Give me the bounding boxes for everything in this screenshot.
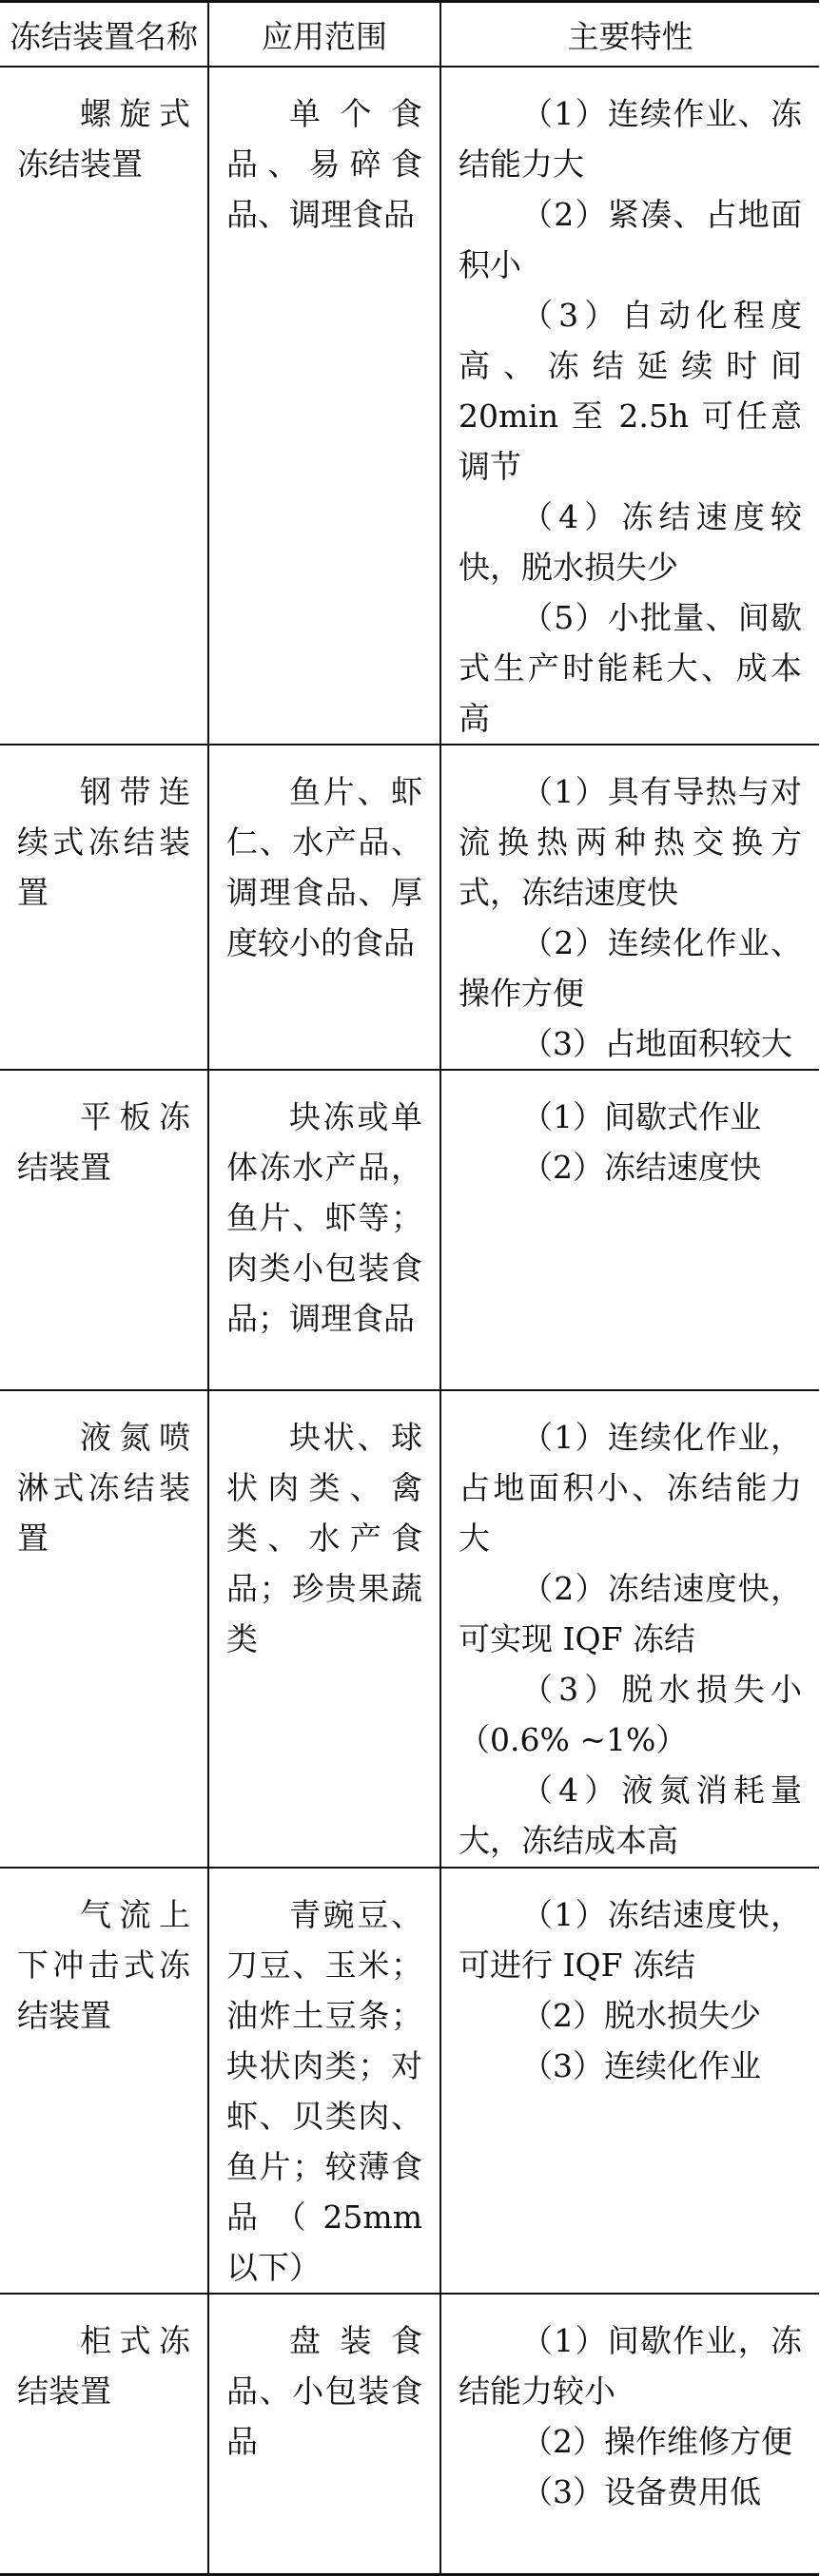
feature-item: （2）操作维修方便: [521, 2423, 792, 2460]
device-name: 平板冻结装置: [17, 1098, 190, 1186]
features-cell: [440, 1390, 819, 1868]
feature-item: （1）间歇式作业: [521, 1098, 761, 1135]
application-scope-cell: [208, 2294, 440, 2575]
table-row: [0, 1070, 819, 1390]
table-row: [0, 2294, 819, 2575]
table-row: [0, 67, 819, 745]
header-row: [0, 2, 819, 68]
table-row: [0, 745, 819, 1070]
feature-item: （1）冻结速度快，可进行 IQF 冻结: [459, 1896, 802, 1984]
application-scope: 块冻或单体冻水产品，鱼片、虾等；肉类小包装食品；调理食品: [226, 1098, 422, 1337]
application-scope: 单个食品、易碎食品、调理食品: [226, 95, 422, 233]
feature-item: （2）冻结速度快，可实现 IQF 冻结: [459, 1570, 802, 1657]
feature-item: （5）小批量、间歇式生产时能耗大、成本高: [459, 599, 802, 737]
table-row: [0, 1868, 819, 2294]
feature-item: （2）紧凑、占地面积小: [459, 196, 802, 283]
feature-item: （3）脱水损失小（0.6% ~1%）: [459, 1671, 802, 1758]
application-scope-cell: [208, 1390, 440, 1868]
header-application-scope: 应用范围: [208, 2, 440, 68]
application-scope: 青豌豆、刀豆、玉米；油炸土豆条；块状肉类；对虾、贝类肉、鱼片；较薄食品（25mm 以下）: [226, 1896, 422, 2286]
device-name: 柜式冻结装置: [17, 2322, 190, 2410]
feature-item: （1）连续化作业，占地面积小、冻结能力大: [459, 1419, 802, 1557]
application-scope-cell: [208, 745, 440, 1070]
device-name: 钢带连续式冻结装置: [17, 773, 190, 911]
feature-item: （4）液氮消耗量大，冻结成本高: [459, 1772, 802, 1859]
feature-item: （4）冻结速度较快，脱水损失少: [459, 498, 802, 586]
device-name: 液氮喷淋式冻结装置: [17, 1419, 190, 1557]
feature-item: （3）设备费用低: [521, 2473, 761, 2510]
device-name-cell: [0, 2294, 208, 2575]
feature-item: （3）占地面积较大: [521, 1025, 792, 1062]
features-cell: [440, 2294, 819, 2575]
feature-item: （1）间歇作业，冻结能力较小: [459, 2322, 802, 2410]
application-scope-cell: [208, 1868, 440, 2294]
device-name: 气流上下冲击式冻结装置: [17, 1896, 190, 2034]
feature-item: （3）连续化作业: [521, 2047, 761, 2084]
application-scope-cell: [208, 67, 440, 745]
device-name-cell: [0, 67, 208, 745]
application-scope: 鱼片、虾仁、水产品、调理食品、厚度较小的食品: [226, 773, 422, 961]
header-device-name: 冻结装置名称: [0, 2, 208, 68]
features-cell: [440, 67, 819, 745]
feature-item: （2）连续化作业、操作方便: [459, 924, 802, 1012]
device-name: 螺旋式冻结装置: [17, 95, 190, 183]
application-scope-cell: [208, 1070, 440, 1390]
device-name-cell: [0, 1070, 208, 1390]
device-name-cell: [0, 1390, 208, 1868]
features-cell: [440, 745, 819, 1070]
feature-item: （2）脱水损失少: [521, 1997, 761, 2034]
feature-item: （1）具有导热与对流换热两种热交换方式，冻结速度快: [459, 773, 802, 911]
features-cell: [440, 1070, 819, 1390]
table-row: [0, 1390, 819, 1868]
application-scope: 块状、球状肉类、禽类、水产食品；珍贵果蔬类: [226, 1419, 422, 1657]
feature-item: （2）冻结速度快: [521, 1149, 761, 1186]
application-scope: 盘装食品、小包装食品: [226, 2322, 422, 2460]
device-name-cell: [0, 745, 208, 1070]
feature-item: （3）自动化程度高、冻结延续时间 20min 至 2.5h 可任意调节: [459, 297, 802, 485]
features-cell: [440, 1868, 819, 2294]
header-main-features: 主要特性: [440, 2, 819, 68]
device-name-cell: [0, 1868, 208, 2294]
feature-item: （1）连续作业、冻结能力大: [459, 95, 802, 183]
